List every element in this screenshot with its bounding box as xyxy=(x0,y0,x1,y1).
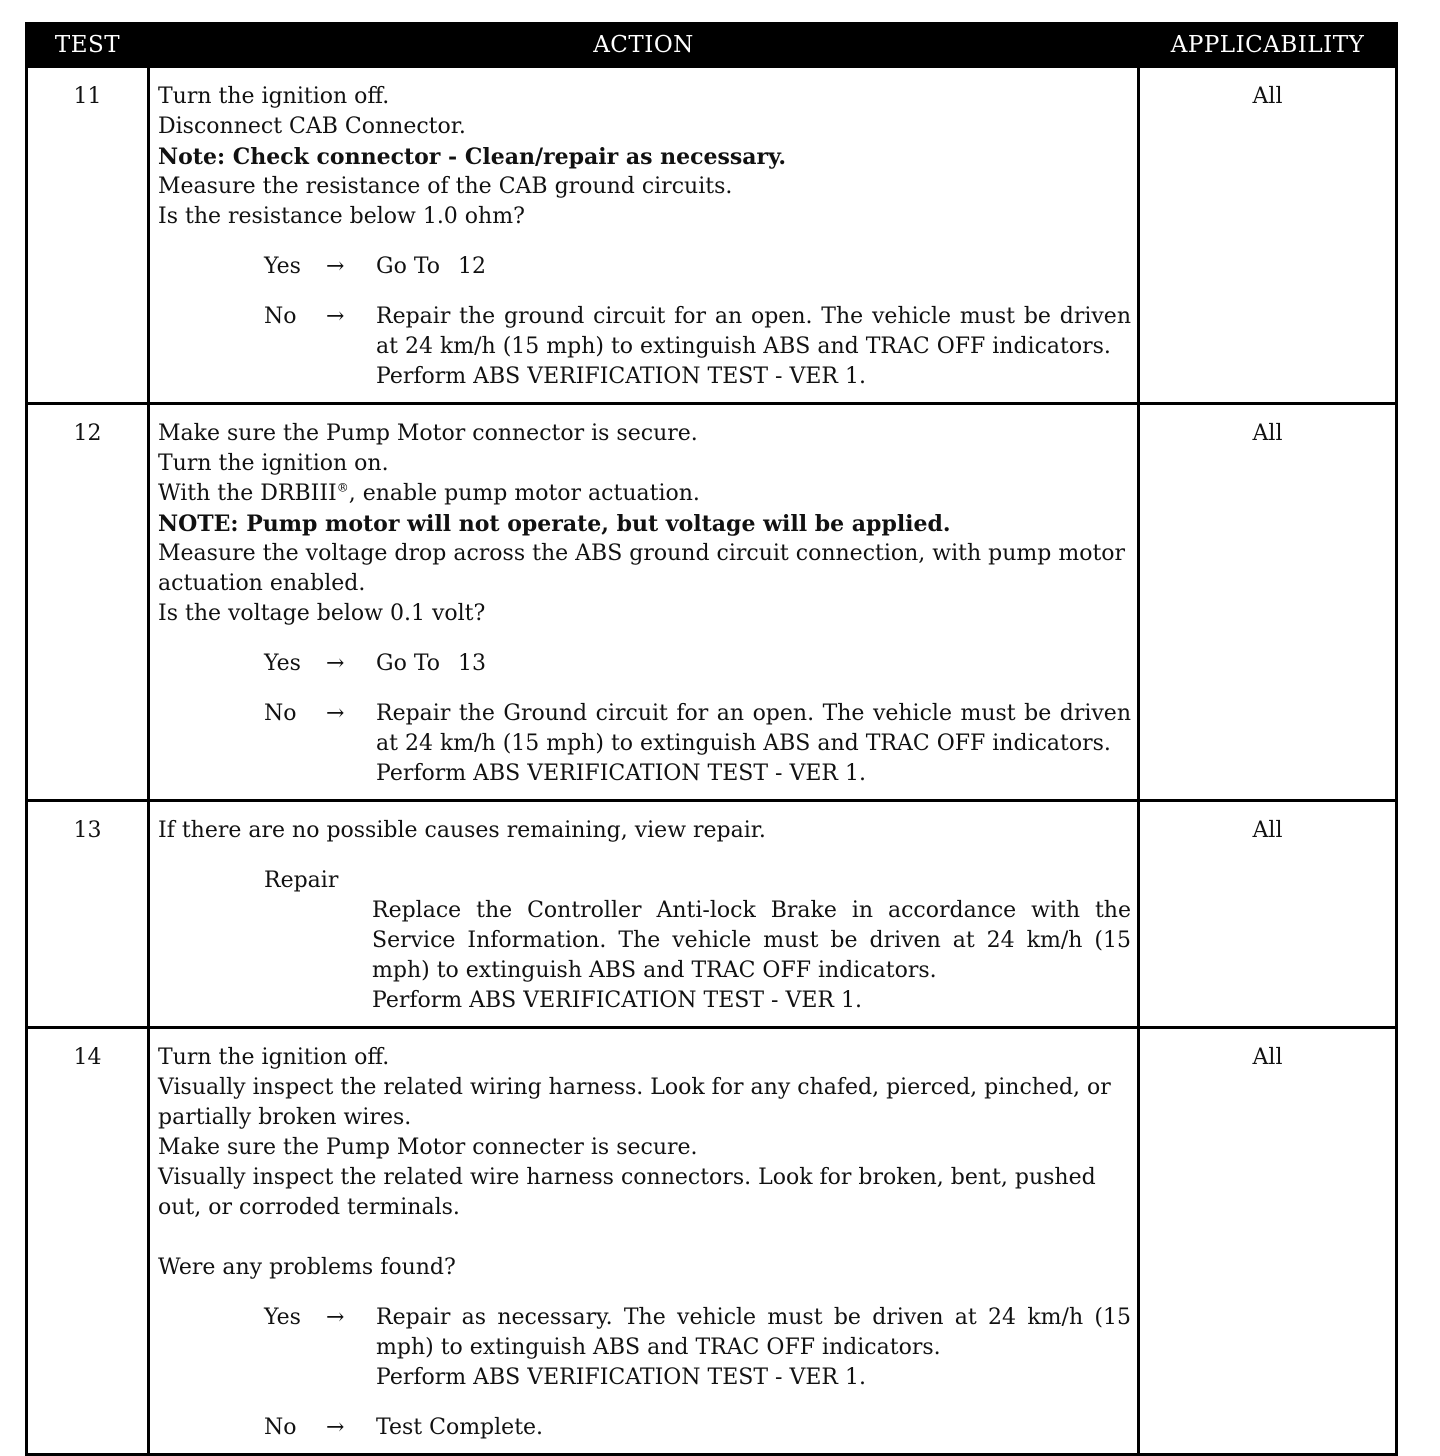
action-cell xyxy=(149,404,1139,801)
action-line: If there are no possible causes remaining, view repair. xyxy=(158,818,766,843)
yes-response xyxy=(264,252,1131,282)
header-action: ACTION xyxy=(149,24,1139,67)
repair-text: Replace the Controller Anti-lock Brake in accordance with the Service Information. The vehicle must be driven at 24 km/h (15 mph) to extinguish ABS and TRAC OFF indicators. xyxy=(372,898,1131,983)
goto-target: 13 xyxy=(458,651,487,676)
applicability-value: All xyxy=(1139,801,1397,1028)
header-test: TEST xyxy=(27,24,149,67)
yes-label: Yes xyxy=(264,651,301,676)
yes-label: Yes xyxy=(264,1305,301,1330)
arrow-right-icon: → xyxy=(326,1415,345,1440)
verification-text: Perform ABS VERIFICATION TEST - VER 1. xyxy=(376,364,866,389)
action-note: Note: Check connector - Clean/repair as necessary. xyxy=(158,144,787,170)
arrow-right-icon: → xyxy=(326,651,345,676)
action-line: Turn the ignition off. xyxy=(158,84,390,109)
goto-label: Go To xyxy=(376,651,441,676)
test-number: 13 xyxy=(27,801,149,1028)
no-label: No xyxy=(264,1415,297,1440)
action-line: Make sure the Pump Motor connecter is secure. xyxy=(158,1135,698,1160)
table-row-test-11 xyxy=(27,67,1397,404)
action-cell xyxy=(149,1028,1139,1455)
yes-label: Yes xyxy=(264,254,301,279)
diagnostic-test-table xyxy=(25,22,1395,1456)
action-line: Disconnect CAB Connector. xyxy=(158,114,466,139)
action-cell xyxy=(149,801,1139,1028)
action-line: Turn the ignition off. xyxy=(158,1045,390,1070)
test-number: 12 xyxy=(27,404,149,801)
applicability-value: All xyxy=(1139,67,1397,404)
action-cell xyxy=(149,67,1139,404)
action-note: NOTE: Pump motor will not operate, but voltage will be applied. xyxy=(158,511,951,537)
drbiii-text-rest: , enable pump motor actuation. xyxy=(348,481,700,506)
table-row-test-14 xyxy=(27,1028,1397,1455)
no-response xyxy=(264,302,1131,392)
verification-text: Perform ABS VERIFICATION TEST - VER 1. xyxy=(376,1365,866,1390)
no-response xyxy=(264,1413,1131,1443)
test-number: 11 xyxy=(27,67,149,404)
goto-target: 12 xyxy=(458,254,487,279)
arrow-right-icon: → xyxy=(326,701,345,726)
yes-action-text: Repair as necessary. The vehicle must be driven at 24 km/h (15 mph) to extinguish ABS and TRAC OFF indicators. xyxy=(376,1305,1131,1360)
goto-label: Go To xyxy=(376,254,441,279)
no-action-text: Repair the ground circuit for an open. The vehicle must be driven at 24 km/h (15 mph) to extinguish ABS and TRAC OFF indicators. xyxy=(376,304,1131,359)
verification-text: Perform ABS VERIFICATION TEST - VER 1. xyxy=(376,761,866,786)
verification-text: Perform ABS VERIFICATION TEST - VER 1. xyxy=(372,988,862,1013)
action-question: Is the resistance below 1.0 ohm? xyxy=(158,204,525,229)
action-question: Is the voltage below 0.1 volt? xyxy=(158,601,486,626)
action-line: Visually inspect the related wiring harness. Look for any chafed, pierced, pinched, or partially broken wires. xyxy=(158,1075,1111,1130)
action-line-drbiii xyxy=(158,479,1131,509)
action-line: Measure the resistance of the CAB ground circuits. xyxy=(158,174,733,199)
no-action-text: Test Complete. xyxy=(376,1415,544,1440)
action-question: Were any problems found? xyxy=(158,1255,456,1280)
header-row xyxy=(27,24,1397,67)
action-line: Make sure the Pump Motor connector is secure. xyxy=(158,421,698,446)
action-line: Visually inspect the related wire harness connectors. Look for broken, bent, pushed out, or corroded terminals. xyxy=(158,1165,1096,1220)
repair-label: Repair xyxy=(264,868,339,893)
applicability-value: All xyxy=(1139,404,1397,801)
yes-response xyxy=(264,649,1131,679)
no-response xyxy=(264,699,1131,789)
action-line: Measure the voltage drop across the ABS ground circuit connection, with pump motor actuation enabled. xyxy=(158,541,1126,596)
table-row-test-12 xyxy=(27,404,1397,801)
applicability-value: All xyxy=(1139,1028,1397,1455)
registered-mark: ® xyxy=(336,480,349,495)
no-label: No xyxy=(264,304,297,329)
no-action-text: Repair the Ground circuit for an open. The vehicle must be driven at 24 km/h (15 mph) to extinguish ABS and TRAC OFF indicators. xyxy=(376,701,1131,756)
drbiii-text: With the DRBIII xyxy=(158,481,337,506)
header-applicability: APPLICABILITY xyxy=(1139,24,1397,67)
arrow-right-icon: → xyxy=(326,304,345,329)
table-row-test-13 xyxy=(27,801,1397,1028)
test-number: 14 xyxy=(27,1028,149,1455)
arrow-right-icon: → xyxy=(326,1305,345,1330)
arrow-right-icon: → xyxy=(326,254,345,279)
yes-response xyxy=(264,1303,1131,1393)
test-table xyxy=(25,22,1398,1456)
no-label: No xyxy=(264,701,297,726)
action-line: Turn the ignition on. xyxy=(158,451,389,476)
